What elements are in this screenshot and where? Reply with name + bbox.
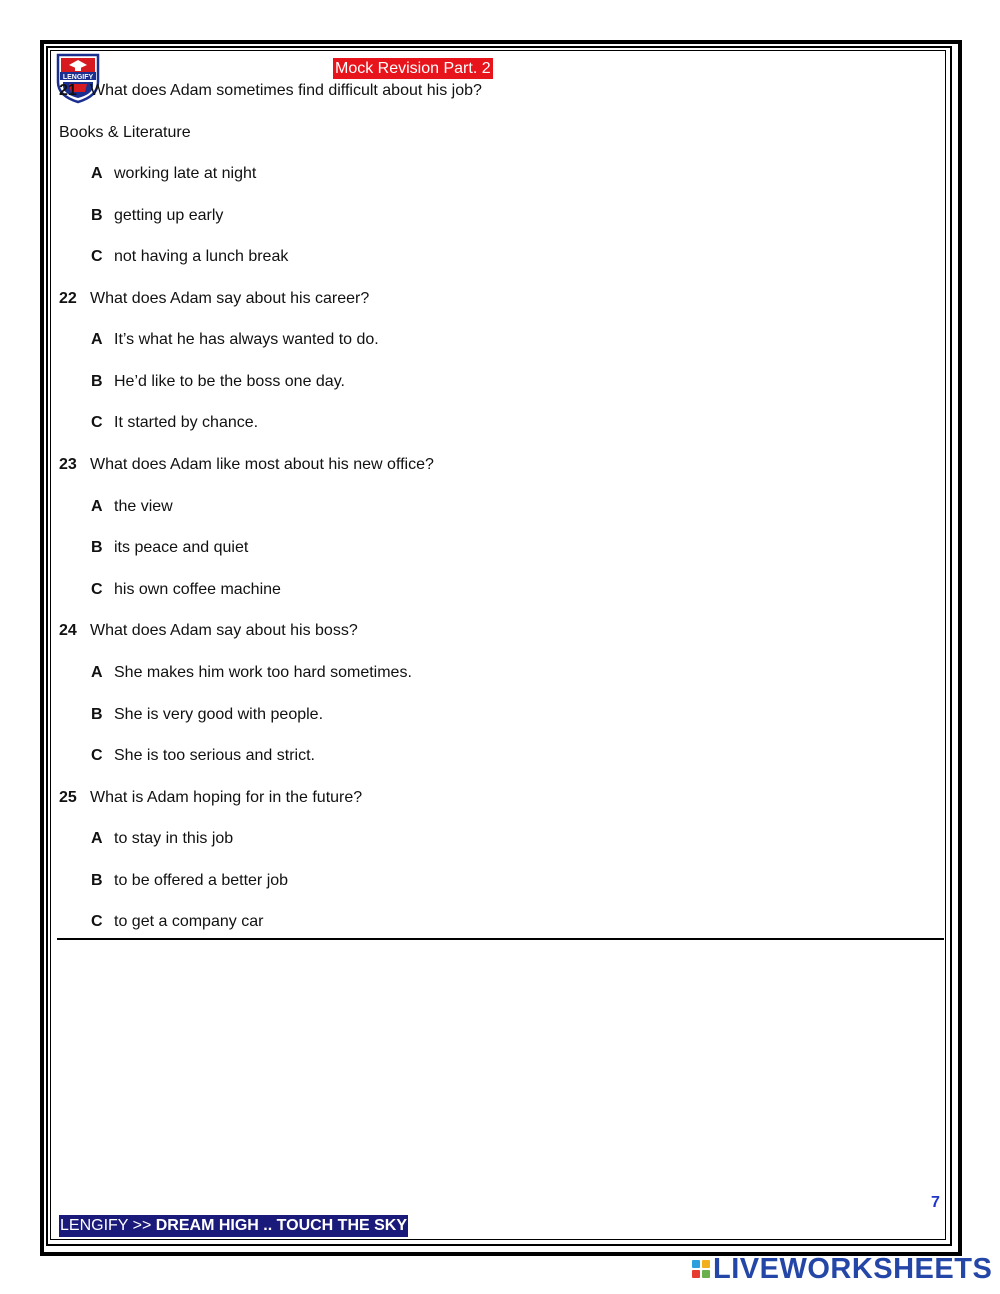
option-22-b[interactable]: [91, 372, 345, 392]
option-letter: A: [91, 331, 103, 348]
footer-brand: LENGIFY >>: [60, 1217, 156, 1234]
option-letter: B: [91, 539, 103, 556]
option-23-a[interactable]: [91, 497, 173, 517]
option-23-b[interactable]: [91, 538, 248, 558]
section-divider: [57, 938, 944, 940]
question-24: [59, 621, 358, 641]
option-21-b[interactable]: [91, 206, 223, 226]
question-number: 21: [59, 82, 77, 99]
liveworksheets-icon: [692, 1260, 710, 1278]
option-letter: B: [91, 373, 103, 390]
option-text: getting up early: [114, 207, 224, 224]
question-note: Books & Literature: [59, 124, 191, 141]
page-number: 7: [931, 1194, 940, 1211]
question-text: What does Adam say about his boss?: [90, 622, 358, 639]
question-text: What does Adam sometimes find difficult about his job?: [90, 82, 482, 99]
option-text: working late at night: [114, 165, 257, 182]
option-25-a[interactable]: [91, 829, 233, 849]
option-letter: C: [91, 747, 103, 764]
worksheet-title: Mock Revision Part. 2: [335, 60, 491, 77]
question-22: [59, 289, 369, 309]
option-23-c[interactable]: [91, 580, 281, 600]
option-text: to be offered a better job: [114, 872, 289, 889]
question-21: [59, 81, 482, 101]
question-23: [59, 455, 434, 475]
option-letter: A: [91, 165, 103, 182]
option-22-a[interactable]: [91, 330, 379, 350]
option-text: to get a company car: [114, 913, 264, 930]
option-letter: C: [91, 248, 103, 265]
liveworksheets-watermark: [692, 1254, 992, 1284]
option-letter: A: [91, 498, 103, 515]
option-letter: C: [91, 913, 103, 930]
option-letter: A: [91, 830, 103, 847]
option-text: the view: [114, 498, 173, 515]
option-text: to stay in this job: [114, 830, 234, 847]
option-21-a[interactable]: [91, 164, 256, 184]
option-letter: B: [91, 706, 103, 723]
watermark-text: LIVEWORKSHEETS: [713, 1253, 993, 1285]
question-text: What does Adam like most about his new office?: [90, 456, 434, 473]
option-letter: A: [91, 664, 103, 681]
option-text: his own coffee machine: [114, 581, 281, 598]
option-text: It’s what he has always wanted to do.: [114, 331, 379, 348]
option-letter: C: [91, 414, 103, 431]
option-text: She makes him work too hard sometimes.: [114, 664, 412, 681]
option-21-c[interactable]: [91, 247, 288, 267]
question-text: What does Adam say about his career?: [90, 290, 370, 307]
option-letter: B: [91, 872, 103, 889]
option-22-c[interactable]: [91, 413, 258, 433]
question-number: 25: [59, 789, 77, 806]
option-25-c[interactable]: [91, 912, 263, 932]
option-text: He’d like to be the boss one day.: [114, 373, 345, 390]
option-text: She is too serious and strict.: [114, 747, 315, 764]
option-text: It started by chance.: [114, 414, 259, 431]
option-24-a[interactable]: [91, 663, 412, 683]
option-text: not having a lunch break: [114, 248, 289, 265]
option-text: She is very good with people.: [114, 706, 324, 723]
footer-slogan: DREAM HIGH .. TOUCH THE SKY: [155, 1217, 408, 1234]
question-number: 23: [59, 456, 77, 473]
logo-text: LENGIFY: [62, 74, 94, 81]
option-24-c[interactable]: [91, 746, 315, 766]
question-25: [59, 788, 362, 808]
question-number: 22: [59, 290, 77, 307]
option-24-b[interactable]: [91, 705, 323, 725]
option-text: its peace and quiet: [114, 539, 249, 556]
question-number: 24: [59, 622, 77, 639]
question-text: What is Adam hoping for in the future?: [90, 789, 363, 806]
option-25-b[interactable]: [91, 871, 288, 891]
footer-banner: [59, 1215, 408, 1237]
page-border-inner-thin: [50, 50, 946, 1240]
option-letter: C: [91, 581, 103, 598]
option-letter: B: [91, 207, 103, 224]
